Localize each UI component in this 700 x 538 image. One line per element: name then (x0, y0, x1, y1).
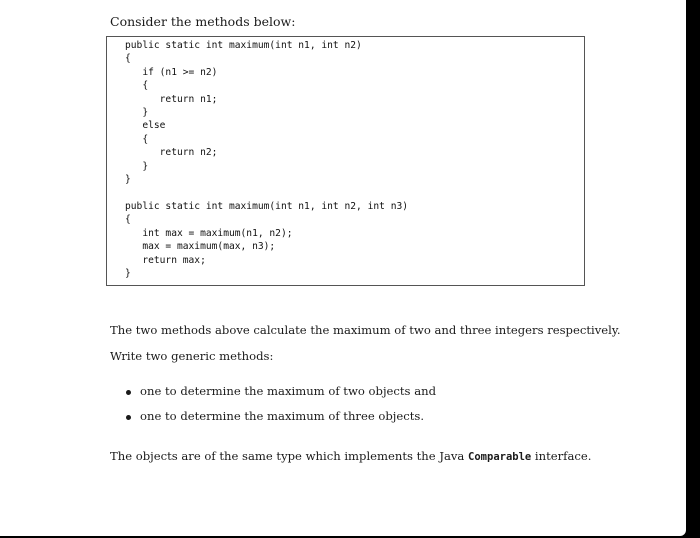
interface-note-before: The objects are of the same type which implements the Java (110, 449, 469, 463)
list-item (122, 409, 436, 434)
comparable-code: Comparable (468, 451, 532, 463)
interface-note-after: interface. (531, 449, 592, 463)
list-item-text: one to determine the maximum of two objects and (140, 384, 436, 398)
bullet-icon (126, 415, 131, 420)
code-block (106, 36, 585, 286)
interface-note (110, 449, 591, 463)
intro-text: Consider the methods below: (110, 14, 296, 29)
description-paragraph: The two methods above calculate the maximum of two and three integers respectively. (110, 323, 621, 337)
list-item (122, 384, 436, 409)
task-paragraph: Write two generic methods: (110, 349, 274, 363)
bullet-icon (126, 390, 131, 395)
list-item-text: one to determine the maximum of three objects. (140, 409, 425, 423)
code-listing: public static int maximum(int n1, int n2) { if (n1 >= n2) { return n1; } else { return n2; } } public static int maximum(int n1, int n2, int n3) { int max = maximum(n1, n2); max = maximum(max, n3); return max; } (125, 40, 409, 279)
task-list (122, 384, 436, 434)
